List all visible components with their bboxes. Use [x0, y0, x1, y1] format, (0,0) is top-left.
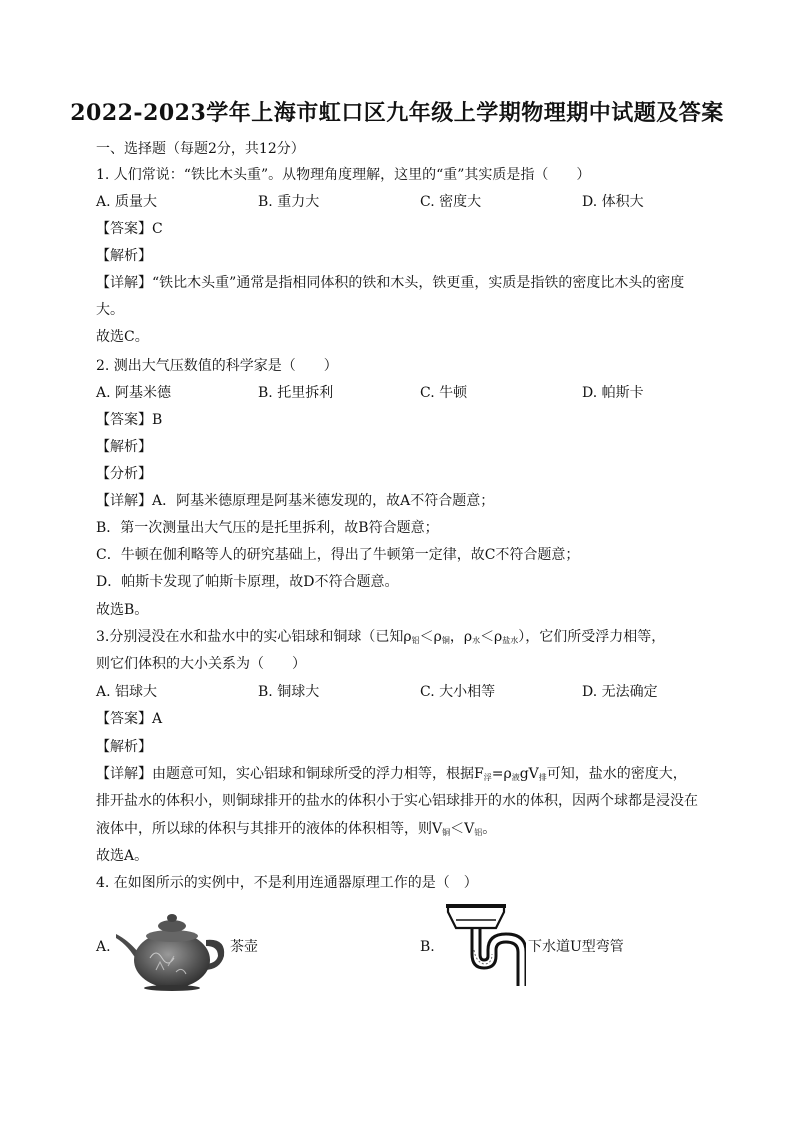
q1-detail	[96, 276, 684, 290]
q1-stem: 1. 人们常说：“铁比木头重”。从物理角度理解，这里的“重”其实质是指（ ）	[96, 167, 591, 183]
q3-option-a: A. 铝球大	[96, 684, 158, 700]
q2-option-c: C. 牛顿	[420, 385, 468, 401]
detail-text: “铁比木头重”通常是指相同体积的铁和木头，铁更重，实质是指铁的密度比木头的密度	[152, 275, 685, 291]
answer-label: 【答案】	[96, 412, 152, 428]
q1-option-c: C. 密度大	[420, 194, 482, 210]
q1-option-a: A. 质量大	[96, 194, 158, 210]
q2-detail-c: C．牛顿在伽利略等人的研究基础上，得出了牛顿第一定律，故C不符合题意；	[96, 547, 580, 563]
detail-text: 。	[482, 821, 497, 837]
detail-text: ＜V	[450, 821, 475, 837]
q2-fenxi-label: 【分析】	[96, 466, 152, 482]
detail-text: gV	[519, 766, 539, 782]
q3-stem-line2: 则它们体积的大小关系为（ ）	[96, 656, 306, 672]
answer-label: 【答案】	[96, 711, 152, 727]
q3-stem-text: ），它们所受浮力相等，	[518, 629, 666, 645]
q4-option-b-label: 下水道U型弯管	[528, 939, 624, 955]
answer-value: A	[152, 711, 163, 727]
answer-label: 【答案】	[96, 221, 152, 237]
teapot-icon	[112, 900, 230, 992]
detail-label: 【详解】	[96, 766, 152, 782]
q3-option-c: C. 大小相等	[420, 684, 496, 700]
subscript: 水	[472, 636, 481, 645]
q3-stem-text: 3.分别浸没在水和盐水中的实心铝球和铜球（已知ρ	[96, 629, 412, 645]
q2-option-b: B. 托里拆利	[258, 385, 334, 401]
subscript: 浮	[483, 773, 492, 782]
q3-stem-text: ＜ρ	[480, 629, 503, 645]
detail-text: 液体中，所以球的体积与其排开的液体的体积相等，则V	[96, 821, 443, 837]
q2-option-a: A. 阿基米德	[96, 385, 172, 401]
q1-option-d: D. 体积大	[582, 194, 644, 210]
q3-stem-text: ，ρ	[449, 629, 473, 645]
q2-conclusion: 故选B。	[96, 602, 149, 618]
subscript: 铜	[442, 828, 451, 837]
q3-stem-text: ＜ρ	[419, 629, 442, 645]
detail-label: 【详解】	[96, 493, 152, 509]
detail-text: =ρ	[491, 766, 512, 782]
u-trap-pipe-icon	[444, 902, 526, 988]
subscript: 液	[511, 773, 520, 782]
q3-analysis-label: 【解析】	[96, 739, 152, 755]
q1-detail-cont: 大。	[96, 302, 124, 318]
q4-stem: 4. 在如图所示的实例中，不是利用连通器原理工作的是（ ）	[96, 875, 478, 891]
detail-label: 【详解】	[96, 275, 152, 291]
detail-text: 由题意可知，实心铝球和铜球所受的浮力相等，根据F	[152, 766, 484, 782]
q3-option-b: B. 铜球大	[258, 684, 320, 700]
detail-text: A．阿基米德原理是阿基米德发现的，故A不符合题意；	[152, 493, 495, 509]
q1-analysis-label: 【解析】	[96, 248, 152, 264]
q1-conclusion: 故选C。	[96, 329, 149, 345]
q4-option-a-label: 茶壶	[230, 939, 258, 955]
q2-analysis-label: 【解析】	[96, 439, 152, 455]
q2-detail-d: D．帕斯卡发现了帕斯卡原理，故D不符合题意。	[96, 574, 399, 590]
q2-answer	[96, 413, 162, 427]
q3-stem	[96, 630, 665, 645]
subscript: 铜	[441, 636, 450, 645]
section-heading: 一、选择题（每题2分，共12分）	[96, 141, 305, 157]
q1-answer	[96, 222, 163, 236]
q2-detail-b: B．第一次测量出大气压的是托里拆利，故B符合题意；	[96, 520, 439, 536]
q4-option-a-letter: A.	[96, 939, 111, 955]
subscript: 盐水	[502, 636, 519, 645]
q2-stem: 2. 测出大气压数值的科学家是（ ）	[96, 358, 338, 374]
answer-value: B	[152, 412, 163, 428]
q2-detail-a	[96, 494, 494, 508]
q2-option-d: D. 帕斯卡	[582, 385, 644, 401]
q3-answer	[96, 712, 162, 726]
q4-option-b-letter: B.	[420, 939, 435, 955]
subscript: 铝	[411, 636, 420, 645]
q3-detail-1	[96, 767, 687, 782]
page-title: 2022-2023学年上海市虹口区九年级上学期物理期中试题及答案	[70, 100, 724, 126]
answer-value: C	[152, 221, 163, 237]
subscript: 排	[538, 773, 547, 782]
q3-detail-2: 排开盐水的体积小，则铜球排开的盐水的体积小于实心铝球排开的水的体积，因两个球都是浸没在	[96, 793, 698, 809]
q1-option-b: B. 重力大	[258, 194, 320, 210]
q3-conclusion: 故选A。	[96, 848, 149, 864]
q3-detail-3	[96, 822, 496, 837]
detail-text: 可知，盐水的密度大，	[546, 766, 687, 782]
subscript: 铝	[474, 828, 483, 837]
q3-option-d: D. 无法确定	[582, 684, 658, 700]
